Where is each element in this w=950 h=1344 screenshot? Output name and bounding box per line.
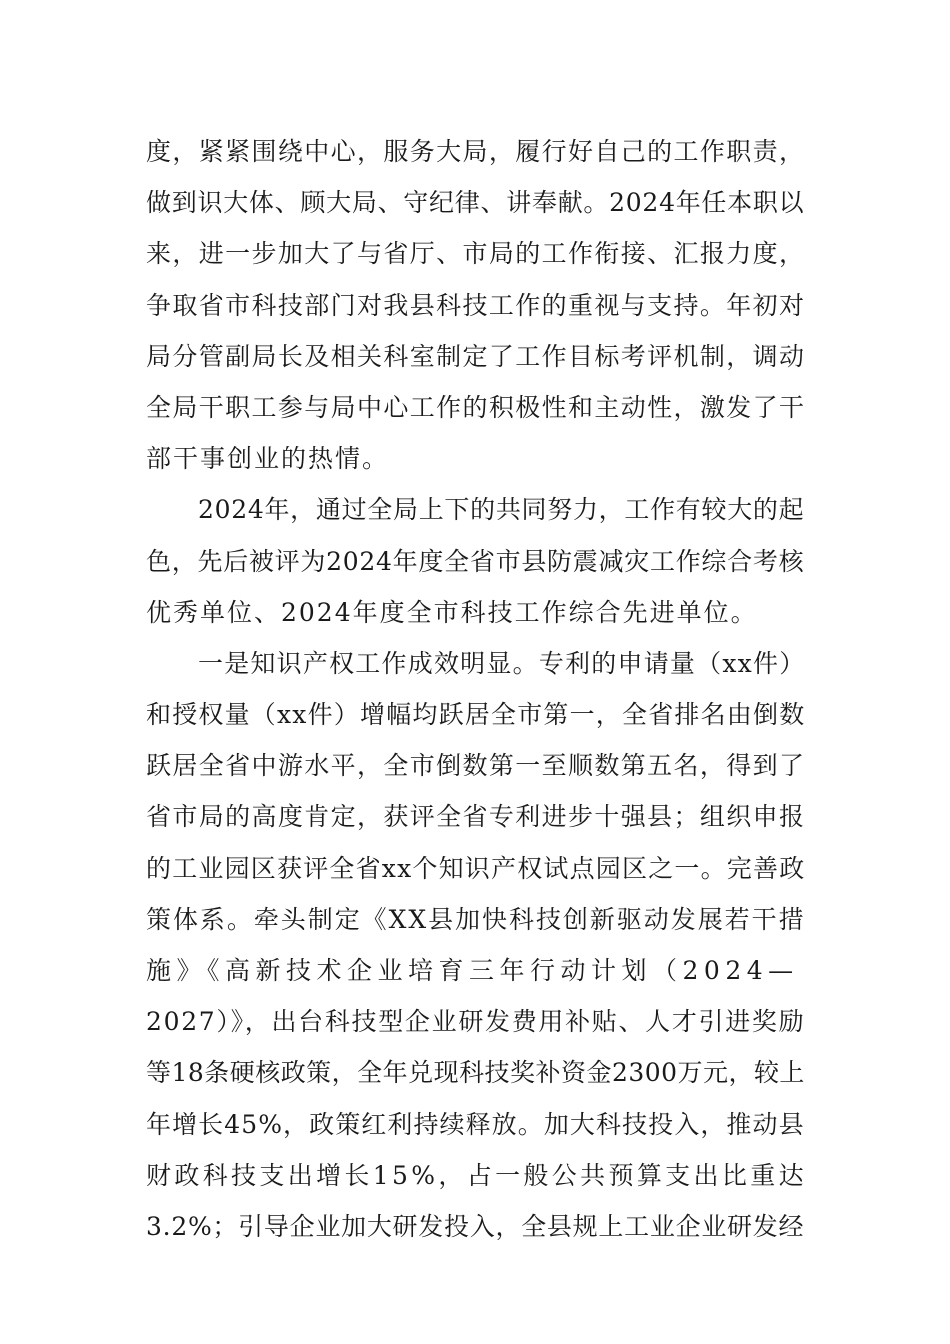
text-line: 3.2%；引导企业加大研发投入，全县规上工业企业研发经 xyxy=(146,1211,805,1241)
text-line: 2027）》，出台科技型企业研发费用补贴、人才引进奖励 xyxy=(146,1007,806,1037)
text-line: 年增长45%，政策红利持续释放。加大科技投入，推动县 xyxy=(146,1109,805,1139)
text-line: 施》《高新技术企业培育三年行动计划（2024— xyxy=(146,956,799,985)
text-line: 来，进一步加大了与省厅、市局的工作衔接、汇报力度， xyxy=(146,239,806,269)
text-line: 等18条硬核政策，全年兑现科技奖补资金2300万元，较上 xyxy=(146,1058,805,1088)
text-line: 争取省市科技部门对我县科技工作的重视与支持。年初对 xyxy=(146,290,806,320)
text-line: 跃居全省中游水平，全市倒数第一至顺数第五名，得到了 xyxy=(146,751,806,781)
text-line: 色，先后被评为2024年度全省市县防震减灾工作综合考核 xyxy=(146,546,805,576)
text-line: 和授权量（xx件）增幅均跃居全市第一，全省排名由倒数 xyxy=(146,700,806,730)
text-line: 一是知识产权工作成效明显。专利的申请量（xx件） xyxy=(198,648,806,678)
document-body xyxy=(146,126,806,1252)
text-line: 策体系。牵头制定《XX县加快科技创新驱动发展若干措 xyxy=(146,904,806,934)
text-line: 省市局的高度肯定，获评全省专利进步十强县；组织申报 xyxy=(146,802,806,832)
text-line: 全局干职工参与局中心工作的积极性和主动性，激发了干 xyxy=(146,392,806,422)
text-line: 优秀单位、2024年度全市科技工作综合先进单位。 xyxy=(146,597,758,627)
text-line: 2024年，通过全局上下的共同努力，工作有较大的起 xyxy=(198,495,805,525)
text-line: 做到识大体、顾大局、守纪律、讲奉献。2024年任本职以 xyxy=(146,188,805,218)
text-line: 局分管副局长及相关科室制定了工作目标考评机制，调动 xyxy=(146,341,806,371)
text-line: 部干事创业的热情。 xyxy=(146,444,390,474)
text-line: 度，紧紧围绕中心，服务大局，履行好自己的工作职责， xyxy=(146,137,806,166)
text-line: 财政科技支出增长15%，占一般公共预算支出比重达 xyxy=(146,1160,807,1190)
text-line: 的工业园区获评全省xx个知识产权试点园区之一。完善政 xyxy=(146,853,806,883)
